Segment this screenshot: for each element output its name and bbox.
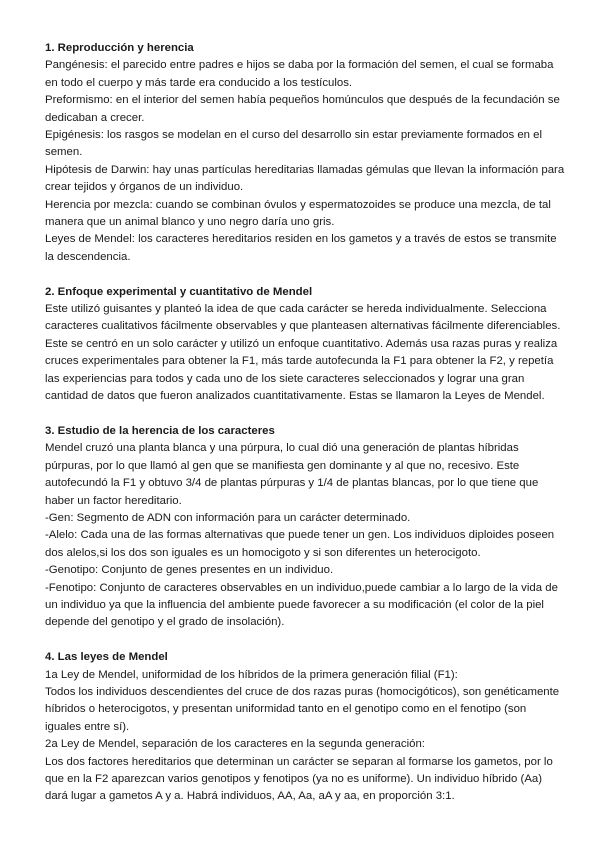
paragraph-epigenesis: Epigénesis: los rasgos se modelan en el curso del desarrollo sin estar previamente formados en el semen. xyxy=(45,129,543,159)
definition-alelo: -Alelo: Cada una de las formas alternativas que puede tener un gen. Los individuos diploides poseen dos alelos,si los dos son iguales es un homocigoto y si son diferentes un heterocigoto. xyxy=(45,529,555,559)
definition-fenotipo: -Fenotipo: Conjunto de caracteres observables en un individuo,puede cambiar a lo largo de la vida de un individuo ya que la influencia del ambiente puede favorecer a su modificación (el color de la piel depende del genotipo y el grado de insolación). xyxy=(45,581,558,629)
section-enfoque-experimental xyxy=(45,284,565,406)
definition-gen: -Gen: Segmento de ADN con información para un carácter determinado. xyxy=(45,511,411,524)
definition-genotipo: -Genotipo: Conjunto de genes presentes en un individuo. xyxy=(45,564,334,577)
section-heading: 3. Estudio de la herencia de los caracteres xyxy=(45,424,275,437)
document-page xyxy=(45,40,565,823)
paragraph-segunda-ley-title: 2a Ley de Mendel, separación de los caracteres en la segunda generación: xyxy=(45,738,425,751)
paragraph-cruce: Mendel cruzó una planta blanca y una púrpura, lo cual dió una generación de plantas híbridas púrpuras, por lo que llamó al gen que se manifiesta gen dominante y al que no, recesivo. Este autofecundó la F1 y obtuvo 3/4 de plantas púrpuras y 1/4 de plantas blancas, por lo que tiene que haber un factor hereditario. xyxy=(45,442,539,507)
paragraph-primera-ley-title: 1a Ley de Mendel, uniformidad de los híbridos de la primera generación filial (F1): xyxy=(45,668,458,681)
section-leyes-mendel xyxy=(45,649,565,806)
paragraph-darwin: Hipótesis de Darwin: hay unas partículas hereditarias llamadas gémulas que llevan la información para crear tejidos y órganos de un individuo. xyxy=(45,163,565,194)
paragraph-preformismo: Preformismo: en el interior del semen había pequeños homúnculos que después de la fecundación se dedicaban a crecer. xyxy=(45,94,560,124)
paragraph-herencia-mezcla: Herencia por mezcla: cuando se combinan óvulos y espermatozoides se produce una mezcla, de tal manera que un animal blanco y uno negro daría uno gris. xyxy=(45,198,551,229)
section-heading: 4. Las leyes de Mendel xyxy=(45,651,168,664)
paragraph-enfoque: Este utilizó guisantes y planteó la idea de que cada carácter se hereda individualmente. Selecciona caracteres cualitativos fácilmente observables y que planteasen alternativas fácilmente diferenciables. Este se centró en un solo carácter y utilizó un enfoque cuantitativo. Además usa razas puras y realiza cruces experimentales para obtener la F1, más tarde autofecunda la F1 para obtener la F2, y repetía las experiencias para todos y cada uno de los siete caracteres seleccionados y lograr una gran cantidad de datos que fueron analizados cuantitativamente. Estas se llamaron la Leyes de Mendel. xyxy=(45,303,561,403)
paragraph-leyes-mendel: Leyes de Mendel: los caracteres hereditarios residen en los gametos y a través de estos se transmite la descendencia. xyxy=(45,233,557,263)
section-heading: 1. Reproducción y herencia xyxy=(45,42,194,54)
paragraph-primera-ley: Todos los individuos descendientes del cruce de dos razas puras (homocigóticos), son genéticamente híbridos o heterocigotos, y presentan uniformidad tanto en el genotipo como en el fenotipo (son iguales entre sí). xyxy=(45,685,560,733)
section-reproduccion-herencia xyxy=(45,40,565,266)
section-heading: 2. Enfoque experimental y cuantitativo de Mendel xyxy=(45,285,313,298)
paragraph-segunda-ley: Los dos factores hereditarios que determinan un carácter se separan al formarse los gametos, por lo que en la F2 aparezcan varios genotipos y fenotipos (ya no es uniforme). Un individuo híbrido (Aa) dará lugar a gametos A y a. Habrá individuos, AA, Aa, aA y aa, en proporción 3:1. xyxy=(45,755,553,803)
section-estudio-herencia xyxy=(45,423,565,632)
paragraph-pangenesis: Pangénesis: el parecido entre padres e hijos se daba por la formación del semen, el cual se formaba en todo el cuerpo y más tarde era conducido a los testículos. xyxy=(45,59,554,89)
